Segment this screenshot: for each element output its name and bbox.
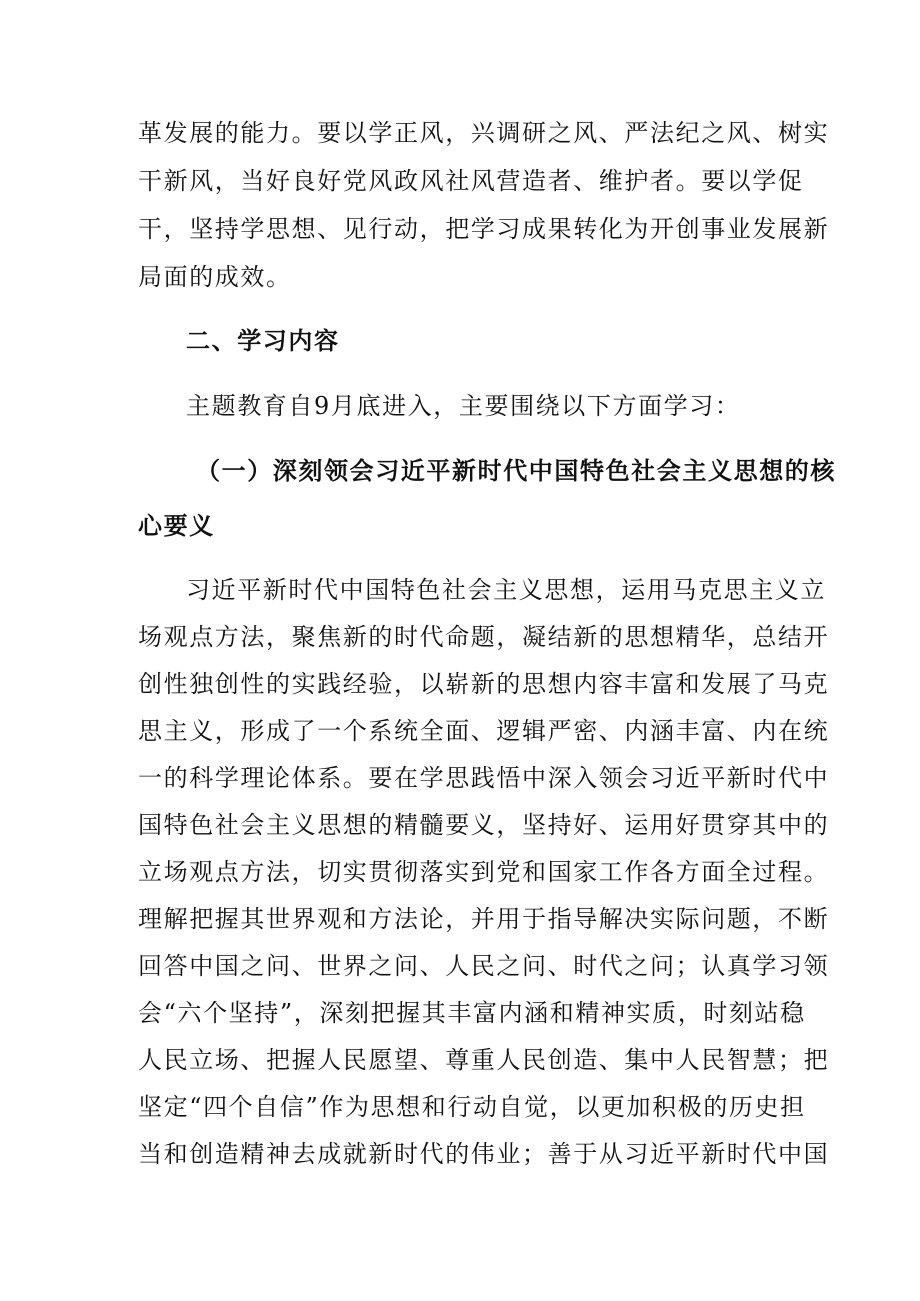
paragraph-line: 局面的成效。 <box>138 263 292 291</box>
paragraph-line: 当和创造精神去成就新时代的伟业；善于从习近平新时代中国 <box>138 1140 830 1168</box>
paragraph-line: 立场观点方法，切实贯彻落实到党和国家工作各方面全过程。 <box>138 858 830 886</box>
paragraph-line: 场观点方法，聚焦新的时代命题，凝结新的思想精华，总结开 <box>138 623 830 651</box>
paragraph-line: 会“六个坚持”，深刻把握其丰富内涵和精神实质，时刻站稳 <box>138 999 806 1027</box>
paragraph-line: 国特色社会主义思想的精髓要义，坚持好、运用好贯穿其中的 <box>138 811 830 839</box>
paragraph-line: 干，坚持学思想、见行动，把学习成果转化为开创事业发展新 <box>138 215 830 243</box>
paragraph-line: 理解把握其世界观和方法论，并用于指导解决实际问题，不断 <box>138 905 830 933</box>
paragraph-line: 革发展的能力。要以学正风，兴调研之风、严法纪之风、树实 <box>138 119 830 147</box>
paragraph-line: 一的科学理论体系。要在学思践悟中深入领会习近平新时代中 <box>138 764 830 792</box>
paragraph-line: 坚定“四个自信”作为思想和行动自觉，以更加积极的历史担 <box>138 1093 806 1121</box>
subheading-line: （一）深刻领会习近平新时代中国特色社会主义思想的核 <box>196 456 836 485</box>
paragraph-line: 干新风，当好良好党风政风社风营造者、维护者。要以学促 <box>138 167 804 195</box>
paragraph-line: 回答中国之问、世界之问、人民之问、时代之问；认真学习领 <box>138 952 830 980</box>
paragraph-line: 创性独创性的实践经验，以崭新的思想内容丰富和发展了马克 <box>138 670 830 698</box>
section-heading: 二、学习内容 <box>186 326 340 355</box>
paragraph-line: 习近平新时代中国特色社会主义思想，运用马克思主义立 <box>186 576 826 604</box>
paragraph-line: 思主义，形成了一个系统全面、逻辑严密、内涵丰富、内在统 <box>138 717 830 745</box>
section-intro: 主题教育自9月底进入，主要围绕以下方面学习： <box>186 392 741 420</box>
subheading-line: 心要义 <box>138 511 215 540</box>
paragraph-line: 人民立场、把握人民愿望、尊重人民创造、集中人民智慧；把 <box>138 1046 830 1074</box>
